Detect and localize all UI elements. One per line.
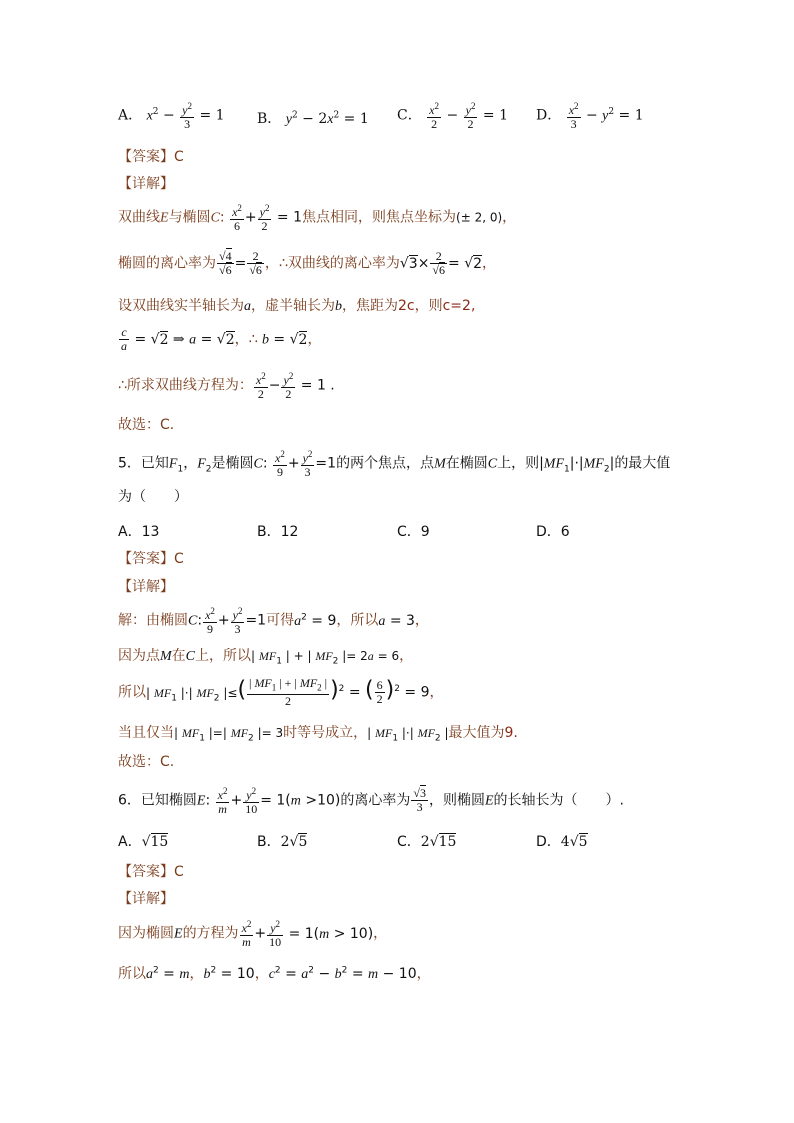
q6-option-c: C．2√15: [397, 834, 457, 850]
q5-stem-line-2: 为（ ）: [118, 489, 188, 505]
q5-option-c: C．9: [397, 524, 430, 540]
q5-solution-line-2: 因为点M在C上，所以| $MF_1$ | + | $MF_2$ |= 2a = 6，: [118, 648, 414, 667]
q6-option-d: D．4√5: [536, 834, 588, 850]
q4-solution-line-4: $\frac{c}{a}$ = √2 ⇒ a = √2，∴ b = √2，: [121, 325, 322, 353]
q5-answer: 【答案】C: [118, 551, 184, 567]
q4-solution-line-2: 椭圆的离心率为 $\frac{√4}{√6}$ = $\frac{2}{√6}$ ，∴双曲线的离心率为√3× $\frac{2}{√6}$ = √2，: [118, 249, 497, 277]
q6-solution-line-1: 因为椭圆E的方程为 $\frac{x^2}{m}$ + $\frac{y^2}{10}$ = 1(m > 10)，: [118, 919, 388, 949]
q5-solution-line-4: 当且仅当| $MF_1$ |=| $MF_2$ |= 3时等号成立，| $MF_1$ |·| $MF_2$ |最大值为9.: [118, 725, 518, 744]
q5-detail-heading: 【详解】: [118, 579, 174, 595]
q5-option-d: D．6: [536, 524, 570, 540]
q4-option-a: A． $x^2$ − $\frac{y^2}{3}$ = 1: [118, 101, 225, 131]
q5-solution-line-3: 所以| $MF_1$ |·| $MF_2$ |≤( $\frac{| MF_1 | + | MF_2 |}{2}$ )$^2$ = ( $\frac{6}{2}$ )$^2$ = 9，: [118, 676, 444, 709]
q4-option-c: C． $\frac{x^2}{2}$ − $\frac{y^2}{2}$ = 1: [397, 101, 509, 131]
q5-choose: 故选：C.: [118, 754, 175, 770]
q6-detail-heading: 【详解】: [118, 891, 174, 907]
q4-detail-heading: 【详解】: [118, 176, 174, 192]
q4-solution-line-1: 双曲线E与椭圆C: $\frac{x^2}{6}$ + $\frac{y^2}{2}$ = 1焦点相同，则焦点坐标为(± 2, 0)，: [118, 203, 517, 233]
q4-option-b: B． $y^2 - 2x^2 = 1$: [257, 110, 369, 127]
q6-solution-line-2: 所以$a^2 = m$，$b^2 = 10$，$c^2 = a^2 - b^2 = m - 10$，: [118, 965, 431, 982]
q5-option-b: B．12: [257, 524, 299, 540]
q5-solution-line-1: 解：由椭圆C: $\frac{x^2}{9}$ + $\frac{y^2}{3}$ =1可得$a^2 = 9$，所以a = 3，: [118, 606, 429, 636]
q6-option-a: A．√15: [118, 834, 169, 850]
q5-option-a: A．13: [118, 524, 160, 540]
q6-option-b: B．2√5: [257, 834, 308, 850]
q6-stem: 6．已知椭圆E: $\frac{x^2}{m}$ + $\frac{y^2}{10}$ = 1(m >10)的离心率为 $\frac{√3}{3}$ ，则椭圆E的长轴长为（ ）.: [118, 786, 624, 816]
q4-option-d: D． $\frac{x^2}{3}$ − $y^2 = 1$: [536, 101, 644, 131]
q4-choose: 故选：C.: [118, 417, 175, 433]
q5-stem-line-1: 5．已知$F_1$，$F_2$是椭圆C: $\frac{x^2}{9}$ + $\frac{y^2}{3}$ =1的两个焦点，点M在椭圆C上，则$|MF_1|\cdot|MF_2|$的最大值: [118, 449, 671, 479]
q4-answer: 【答案】C: [118, 149, 184, 165]
q4-solution-line-3: 设双曲线实半轴长为a，虚半轴长为b，焦距为2c，则c=2,: [118, 298, 476, 314]
q4-solution-line-5: ∴所求双曲线方程为： $\frac{x^2}{2}$ − $\frac{y^2}{2}$ = 1 .: [118, 371, 335, 401]
q6-answer: 【答案】C: [118, 864, 184, 880]
